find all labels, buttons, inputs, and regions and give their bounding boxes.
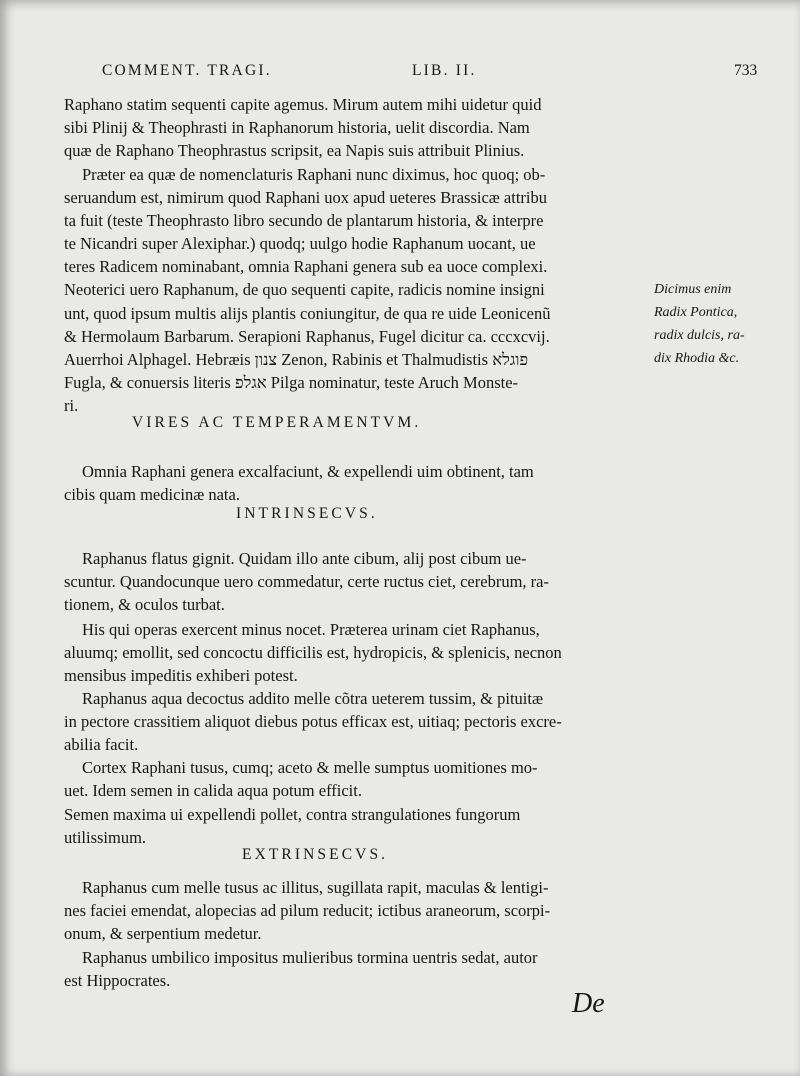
text-line: cibis quam medicinæ nata. xyxy=(64,485,240,505)
running-title: COMMENT. TRAGI. xyxy=(102,62,272,79)
paragraph-5 xyxy=(64,618,656,687)
text-line: teres Radicem nominabant, omnia Raphani genera sub ea uoce complexi. xyxy=(64,257,548,277)
text-line: nes faciei emendat, alopecias ad pilum reducit; ictibus araneorum, scorpi- xyxy=(64,901,551,921)
text-line: seruandum est, nimirum quod Raphani uox apud ueteres Brassicæ attribu xyxy=(64,188,547,208)
text-line: te Nicandri super Alexiphar.) quodq; uulgo hodie Raphanum uocant, ue xyxy=(64,234,536,254)
text-line: tionem, & oculos turbat. xyxy=(64,595,225,615)
text-line: abilia facit. xyxy=(64,735,139,755)
margin-note-line: Radix Pontica, xyxy=(654,305,738,321)
text-line: Neoterici uero Raphanum, de quo sequenti capite, radicis nomine insigni xyxy=(64,280,545,300)
text-line: Fugla, & conuersis literis אגלפ Pilga nominatur, teste Aruch Monste- xyxy=(64,372,519,392)
text-line: uet. Idem semen in calida aqua potum efficit. xyxy=(64,781,362,801)
paragraph-4 xyxy=(64,547,656,616)
text-line: onum, & serpentium medetur. xyxy=(64,924,262,944)
text-line: utilissimum. xyxy=(64,828,147,848)
text-line: & Hermolaum Barbarum. Serapioni Raphanus, Fugel dicitur ca. cccxcvij. xyxy=(64,326,550,346)
text-line: ta fuit (teste Theophrasto libro secundo de plantarum historia, & interpre xyxy=(64,211,544,231)
paragraph-7 xyxy=(64,756,656,802)
text-line: Omnia Raphani genera excalfaciunt, & expellendi uim obtinent, tam xyxy=(82,462,534,481)
book-number: LIB. II. xyxy=(412,62,477,79)
text-line: Raphano statim sequenti capite agemus. Mirum autem mihi uidetur quid xyxy=(64,95,542,114)
paragraph-8 xyxy=(64,803,656,849)
text-line: scuntur. Quandocunque uero commedatur, certe ructus ciet, cerebrum, ra- xyxy=(64,572,549,592)
section-heading: EXTRINSECVS. xyxy=(242,846,389,863)
section-heading: INTRINSECVS. xyxy=(236,505,378,522)
text-line: unt, quod ipsum multis alijs plantis coniungitur, de qua re uide Leonicenũ xyxy=(64,303,551,323)
paragraph-3 xyxy=(64,460,656,506)
margin-note-line: Dicimus enim xyxy=(654,282,732,297)
text-line: Semen maxima ui expellendi pollet, contra strangulationes fungorum xyxy=(64,805,521,824)
margin-note-line: radix dulcis, ra- xyxy=(654,328,745,344)
text-line: est Hippocrates. xyxy=(64,971,171,991)
paragraph-6 xyxy=(64,687,656,756)
running-header xyxy=(0,62,800,90)
text-line: Raphanus aqua decoctus addito melle cõtra ueterem tussim, & pituitæ xyxy=(82,689,543,708)
text-line: Præter ea quæ de nomenclaturis Raphani nunc diximus, hoc quoq; ob- xyxy=(82,165,546,184)
text-line: mensibus impeditis exhiberi potest. xyxy=(64,666,298,686)
text-line: quæ de Raphano Theophrastus scripsit, ea Napis suis attribuit Plinius. xyxy=(64,141,525,161)
paragraph-1 xyxy=(64,93,656,162)
text-line: Raphanus cum melle tusus ac illitus, sugillata rapit, maculas & lentigi- xyxy=(82,878,549,897)
text-line: Cortex Raphani tusus, cumq; aceto & melle sumptus uomitiones mo- xyxy=(82,758,538,777)
paragraph-2 xyxy=(64,163,656,417)
text-line: Raphanus umbilico impositus mulieribus tormina uentris sedat, autor xyxy=(82,948,538,967)
text-line: sibi Plinij & Theophrasti in Raphanorum historia, uelit discordia. Nam xyxy=(64,118,530,138)
catchword: De xyxy=(572,988,605,1019)
text-line: Auerrhoi Alphagel. Hebræis צנון Zenon, Rabinis et Thalmudistis פוגלא xyxy=(64,349,529,369)
margin-note xyxy=(654,278,794,370)
paragraph-10 xyxy=(64,946,656,992)
text-line: Raphanus flatus gignit. Quidam illo ante cibum, alij post cibum ue- xyxy=(82,549,527,568)
paragraph-9 xyxy=(64,876,656,945)
text-line: His qui operas exercent minus nocet. Præterea urinam ciet Raphanus, xyxy=(82,620,540,639)
section-heading: VIRES AC TEMPERAMENTVM. xyxy=(132,414,422,431)
text-line: aluumq; emollit, sed concoctu difficilis est, hydropicis, & splenicis, necnon xyxy=(64,643,562,663)
margin-note-line: dix Rhodia &c. xyxy=(654,351,740,367)
text-line: ri. xyxy=(64,395,79,415)
folio-number: 733 xyxy=(734,62,758,79)
text-line: in pectore crassitiem aliquot diebus potus efficax est, uitiaq; pectoris excre- xyxy=(64,712,562,732)
